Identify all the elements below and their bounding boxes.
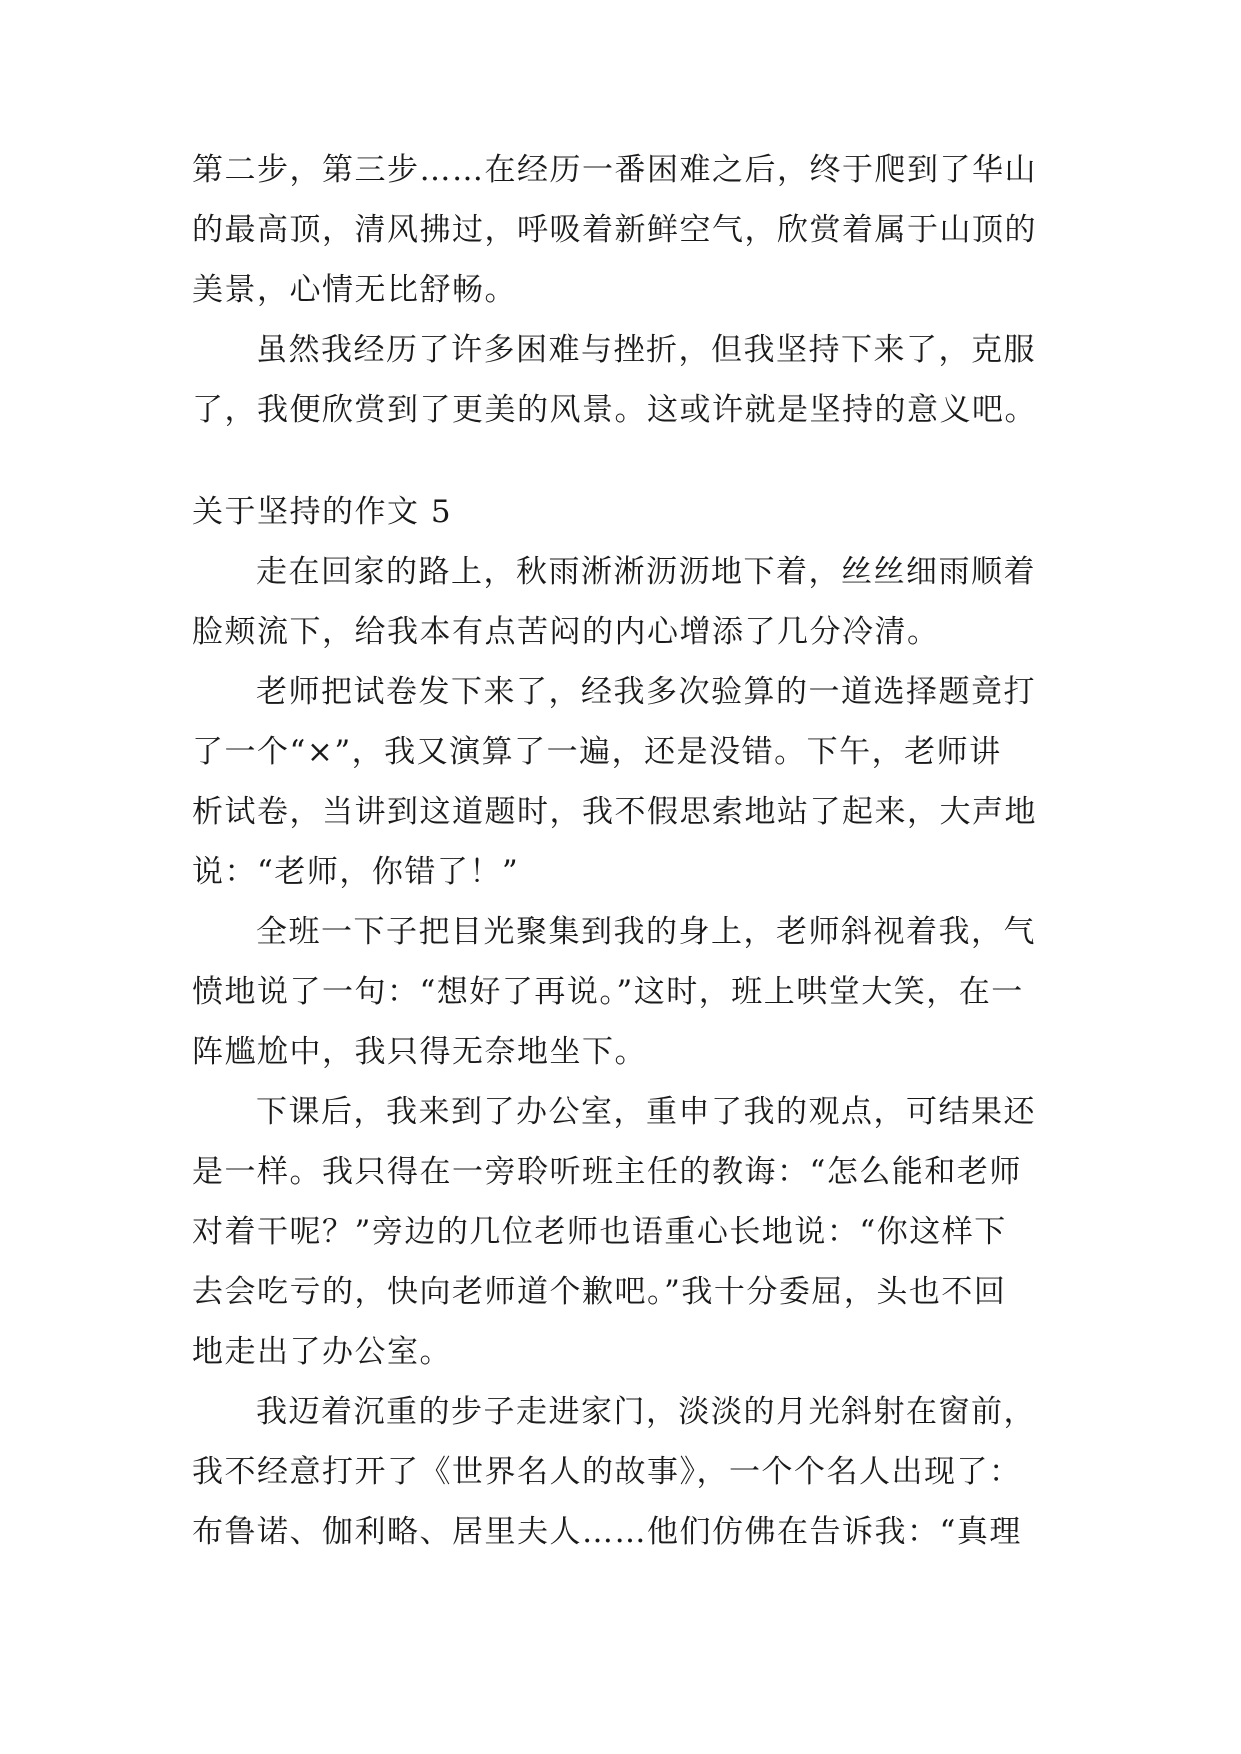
section-heading: 关于坚持的作文 5	[192, 494, 453, 530]
text-line: 走在回家的路上，秋雨淅淅沥沥地下着，丝丝细雨顺着	[256, 554, 1036, 590]
text-line: 我迈着沉重的步子走进家门，淡淡的月光斜射在窗前，	[256, 1394, 1036, 1430]
paragraph-5	[192, 902, 1058, 1082]
text-line: 虽然我经历了许多困难与挫折，但我坚持下来了，克服	[256, 332, 1036, 368]
text-line: 愤地说了一句：“想好了再说。”这时，班上哄堂大笑，在一	[192, 974, 1024, 1010]
document-page	[192, 140, 1058, 1562]
text-line: 去会吃亏的，快向老师道个歉吧。”我十分委屈，头也不回	[192, 1274, 1007, 1310]
text-line: 布鲁诺、伽利略、居里夫人……他们仿佛在告诉我：“真理	[192, 1514, 1022, 1550]
text-line: 下课后，我来到了办公室，重申了我的观点，可结果还	[256, 1094, 1036, 1130]
text-line: 老师把试卷发下来了，经我多次验算的一道选择题竟打	[256, 674, 1036, 710]
text-line: 了，我便欣赏到了更美的风景。这或许就是坚持的意义吧。	[192, 392, 1037, 428]
paragraph-4	[192, 662, 1058, 902]
text-line: 地走出了办公室。	[192, 1334, 452, 1370]
paragraph-3	[192, 542, 1058, 662]
text-line: 阵尴尬中，我只得无奈地坐下。	[192, 1034, 647, 1070]
text-line: 了一个“×”，我又演算了一遍，还是没错。下午，老师讲	[192, 734, 1002, 770]
text-line: 美景，心情无比舒畅。	[192, 272, 517, 308]
paragraph-7	[192, 1382, 1058, 1562]
text-line: 我不经意打开了《世界名人的故事》，一个个名人出现了：	[192, 1454, 1022, 1490]
text-line: 脸颊流下，给我本有点苦闷的内心增添了几分冷清。	[192, 614, 940, 650]
text-line: 说：“老师，你错了！”	[192, 854, 520, 890]
paragraph-2	[192, 320, 1058, 440]
text-line: 全班一下子把目光聚集到我的身上，老师斜视着我，气	[256, 914, 1036, 950]
paragraph-6	[192, 1082, 1058, 1382]
text-line: 的最高顶，清风拂过，呼吸着新鲜空气，欣赏着属于山顶的	[192, 212, 1037, 248]
text-line: 是一样。我只得在一旁聆听班主任的教诲：“怎么能和老师	[192, 1154, 1022, 1190]
paragraph-1	[192, 140, 1058, 320]
text-line: 第二步，第三步……在经历一番困难之后，终于爬到了华山	[192, 152, 1037, 188]
text-line: 对着干呢？”旁边的几位老师也语重心长地说：“你这样下	[192, 1214, 1007, 1250]
text-line: 析试卷，当讲到这道题时，我不假思索地站了起来，大声地	[192, 794, 1037, 830]
